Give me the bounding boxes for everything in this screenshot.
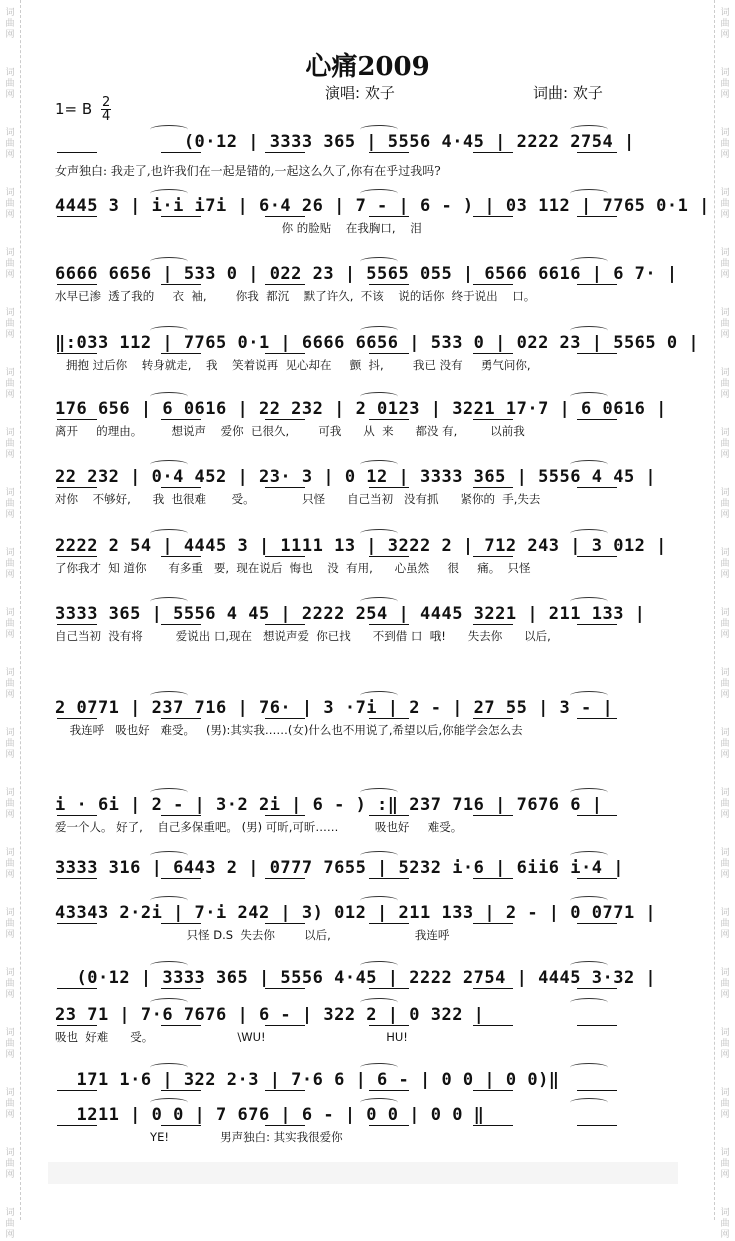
watermark-text: 词 曲 网	[720, 908, 730, 940]
notation-line: i · 6i | 2 - | 3·2 2i | 6 - ) :‖ 237 716 | 7676 6 |	[55, 795, 603, 815]
slur-arc	[360, 326, 398, 335]
beam-line	[265, 815, 305, 816]
slur-arc	[570, 326, 608, 335]
beam-line	[473, 815, 513, 816]
beam-line	[369, 487, 409, 488]
slur-arc	[570, 460, 608, 469]
lyric-line: 了你我才 知 道你 有多重 要, 现在说后 悔也 没 有用, 心虽然 很 痛。 只怪	[55, 561, 531, 575]
beam-line	[577, 152, 617, 153]
lyric-line	[55, 156, 675, 172]
watermark-text: 词 曲 网	[720, 668, 730, 700]
beam-line	[577, 284, 617, 285]
notation-line: 3333 316 | 6443 2 | 0777 7655 | 5232 i·6 | 6ii6 i·4 |	[55, 858, 624, 878]
beam-line	[577, 624, 617, 625]
watermark-text: 词 曲 网	[720, 488, 730, 520]
lyric-line: 自己当初 没有将 爱说出 口,现在 想说声爱 你已找 不到借 口 哦! 失去你 以后,	[55, 629, 551, 643]
watermark-text: 词 曲 网	[720, 248, 730, 280]
slur-arc	[360, 691, 398, 700]
beam-line	[473, 419, 513, 420]
watermark-text: 词 曲 网	[720, 8, 730, 40]
notation-line: 22 232 | 0·4 452 | 23· 3 | 0 12 | 3333 365 | 5556 4 45 |	[55, 467, 657, 487]
beam-line	[57, 878, 97, 879]
score-row	[55, 604, 675, 643]
notation-line: (0·12 | 3333 365 | 5556 4·45 | 2222 2754 |	[55, 132, 635, 152]
slur-arc	[360, 460, 398, 469]
beam-line	[161, 988, 201, 989]
slur-arc	[570, 961, 608, 970]
beam-line	[57, 284, 97, 285]
beam-line	[369, 815, 409, 816]
beam-line	[57, 624, 97, 625]
beam-line	[369, 1125, 409, 1126]
beam-line	[161, 487, 201, 488]
beam-line	[369, 878, 409, 879]
beam-line	[161, 815, 201, 816]
beam-line	[265, 988, 305, 989]
lyric-line: 爱一个人。 好了, 自己多保重吧。 (男) 可昕,可昕…… 吸也好 难受。	[55, 820, 463, 834]
lyric-line: 水早已渗 透了我的 衣 袖, 你我 都沉 默了许久, 不该 说的话你 终于说出 口。	[55, 289, 536, 303]
slur-arc	[150, 691, 188, 700]
notation-line: 23 71 | 7·6 7676 | 6 - | 322 2 | 0 322 |	[55, 1005, 485, 1025]
lyric-line: 离开 的理由。 想说声 爱你 已很久, 可我 从 来 都没 有, 以前我	[55, 424, 525, 438]
beam-line	[473, 988, 513, 989]
slur-arc	[360, 125, 398, 134]
time-signature	[101, 96, 111, 123]
beam-line	[369, 1090, 409, 1091]
watermark-text: 词 曲 网	[720, 128, 730, 160]
slur-arc	[570, 597, 608, 606]
beam-line	[369, 718, 409, 719]
notation-line: (0·12 | 3333 365 | 5556 4·45 | 2222 2754 | 4445 3·32 |	[55, 968, 657, 988]
watermark-text: 词 曲 网	[720, 188, 730, 220]
slur-arc	[150, 529, 188, 538]
slur-arc	[150, 326, 188, 335]
beam-line	[369, 624, 409, 625]
beam-line	[577, 718, 617, 719]
beam-line	[577, 815, 617, 816]
beam-line	[473, 284, 513, 285]
composer-credit: 词曲: 欢子	[533, 84, 603, 102]
watermark-text: 词 曲 网	[5, 728, 15, 760]
time-signature-denominator: 4	[102, 109, 111, 124]
watermark-text: 词 曲 网	[5, 1088, 15, 1120]
beam-line	[577, 1025, 617, 1026]
notation-line: 171 1·6 | 322 2·3 | 7·6 6 | 6 - | 0 0 | 0 0)‖	[55, 1070, 560, 1090]
slur-arc	[570, 257, 608, 266]
watermark-text: 词 曲 网	[5, 668, 15, 700]
watermark-text: 词 曲 网	[5, 848, 15, 880]
score-row	[55, 903, 675, 942]
slur-arc	[570, 529, 608, 538]
watermark-text: 词 曲 网	[720, 848, 730, 880]
beam-line	[57, 988, 97, 989]
beam-line	[473, 1025, 513, 1026]
slur-arc	[150, 1063, 188, 1072]
beam-line	[57, 923, 97, 924]
notation-line: 2222 2 54 | 4445 3 | 1111 13 | 3222 2 | 712 243 | 3 012 |	[55, 536, 667, 556]
beam-line	[473, 487, 513, 488]
score-row	[55, 1005, 675, 1044]
slur-arc	[360, 189, 398, 198]
slur-arc	[360, 998, 398, 1007]
slur-arc	[570, 896, 608, 905]
notation-line: 6666 6656 | 533 0 | 022 23 | 5565 055 | 6566 6616 | 6 7· |	[55, 264, 678, 284]
slur-arc	[150, 125, 188, 134]
watermark-text: 词 曲 网	[720, 1208, 730, 1240]
lyric-line: 你 的脸贴 在我胸口, 泪	[55, 221, 422, 235]
watermark-text: 词 曲 网	[720, 428, 730, 460]
lyric-line: 拥抱 过后你 转身就走, 我 笑着说再 见心却在 颤 抖, 我已 没有 勇气问你,	[55, 358, 531, 372]
beam-line	[265, 1025, 305, 1026]
watermark-text: 词 曲 网	[5, 608, 15, 640]
lyric-line: 吸也 好难 受。 \WU! HU!	[55, 1030, 408, 1044]
lyric-line: 只怪 D.S 失去你 以后, 我连呼	[55, 928, 450, 942]
notation-line: 1211 | 0 0 | 7 676 | 6 - | 0 0 | 0 0 ‖	[55, 1105, 485, 1125]
beam-line	[473, 624, 513, 625]
beam-line	[577, 419, 617, 420]
beam-line	[161, 1025, 201, 1026]
beam-line	[57, 353, 97, 354]
slur-arc	[360, 1098, 398, 1107]
slur-arc	[150, 851, 188, 860]
beam-line	[265, 1125, 305, 1126]
watermark-text: 词 曲 网	[5, 128, 15, 160]
beam-line	[265, 487, 305, 488]
watermark-text: 词 曲 网	[720, 68, 730, 100]
beam-line	[369, 216, 409, 217]
beam-line	[265, 1090, 305, 1091]
beam-line	[57, 815, 97, 816]
watermark-text: 词 曲 网	[5, 908, 15, 940]
beam-line	[161, 216, 201, 217]
lyric-line: YE! 男声独白: 其实我很爱你	[55, 1130, 343, 1144]
beam-line	[577, 353, 617, 354]
slur-arc	[360, 961, 398, 970]
beam-line	[577, 1125, 617, 1126]
beam-line	[369, 1025, 409, 1026]
score-row	[55, 698, 675, 737]
slur-arc	[570, 998, 608, 1007]
beam-line	[369, 353, 409, 354]
watermark-text: 词 曲 网	[720, 1148, 730, 1180]
beam-line	[369, 284, 409, 285]
beam-line	[265, 419, 305, 420]
slur-arc	[570, 189, 608, 198]
notation-line: 2 0771 | 237 716 | 76· | 3 ·7i | 2 - | 27 55 | 3 - |	[55, 698, 614, 718]
left-watermark-strip	[0, 0, 21, 1240]
watermark-text: 词 曲 网	[720, 788, 730, 820]
slur-arc	[570, 788, 608, 797]
song-title: 心痛2009	[305, 52, 430, 82]
watermark-text: 词 曲 网	[5, 248, 15, 280]
beam-line	[473, 556, 513, 557]
watermark-text: 词 曲 网	[720, 1088, 730, 1120]
beam-line	[57, 1025, 97, 1026]
beam-line	[265, 216, 305, 217]
slur-arc	[150, 961, 188, 970]
score-row	[55, 399, 675, 438]
beam-line	[161, 878, 201, 879]
watermark-text: 词 曲 网	[5, 188, 15, 220]
watermark-text: 词 曲 网	[5, 548, 15, 580]
footer-blank-area	[48, 1162, 678, 1184]
beam-line	[161, 419, 201, 420]
watermark-text: 词 曲 网	[5, 968, 15, 1000]
watermark-text: 词 曲 网	[720, 308, 730, 340]
key-signature: 1= B	[55, 100, 93, 118]
beam-line	[161, 152, 201, 153]
beam-line	[369, 923, 409, 924]
beam-line	[577, 923, 617, 924]
slur-arc	[150, 257, 188, 266]
beam-line	[265, 718, 305, 719]
beam-line	[473, 923, 513, 924]
score-row	[55, 795, 675, 834]
right-watermark-strip	[714, 0, 735, 1240]
beam-line	[473, 353, 513, 354]
beam-line	[369, 152, 409, 153]
beam-line	[577, 216, 617, 217]
slur-arc	[360, 529, 398, 538]
beam-line	[57, 152, 97, 153]
watermark-text: 词 曲 网	[5, 1148, 15, 1180]
beam-line	[265, 624, 305, 625]
slur-arc	[150, 998, 188, 1007]
beam-line	[577, 556, 617, 557]
beam-line	[369, 988, 409, 989]
score-row	[55, 1070, 675, 1100]
watermark-text: 词 曲 网	[5, 428, 15, 460]
notation-line: 176 656 | 6 0616 | 22 232 | 2 0123 | 3221 17·7 | 6 0616 |	[55, 399, 667, 419]
watermark-text: 词 曲 网	[720, 608, 730, 640]
score-row	[55, 264, 678, 303]
slur-arc	[570, 125, 608, 134]
notation-line: ‖:033 112 | 7765 0·1 | 6666 6656 | 533 0 | 022 23 | 5565 0 |	[55, 333, 700, 353]
beam-line	[161, 284, 201, 285]
slur-arc	[150, 460, 188, 469]
beam-line	[265, 284, 305, 285]
beam-line	[473, 1125, 513, 1126]
slur-arc	[360, 851, 398, 860]
score-row	[55, 858, 675, 888]
slur-arc	[150, 189, 188, 198]
slur-arc	[360, 257, 398, 266]
watermark-text: 词 曲 网	[5, 8, 15, 40]
notation-line: 4445 3 | i·i i7i | 6·4 26 | 7 - | 6 - ) | 03 112 | 7765 0·1 |	[55, 196, 710, 216]
beam-line	[577, 1090, 617, 1091]
score-row	[55, 132, 675, 162]
beam-line	[161, 353, 201, 354]
beam-line	[265, 556, 305, 557]
notation-line: 43343 2·2i | 7·i 242 | 3) 012 | 211 133 | 2 - | 0 0771 |	[55, 903, 657, 923]
beam-line	[57, 718, 97, 719]
score-row	[55, 968, 675, 998]
watermark-text: 词 曲 网	[5, 1028, 15, 1060]
watermark-text: 词 曲 网	[720, 968, 730, 1000]
score-row	[55, 333, 700, 372]
slur-arc	[570, 1098, 608, 1107]
watermark-text: 词 曲 网	[720, 728, 730, 760]
intro-monologue: 女声独白: 我走了,也许我们在一起是错的,一起这么久了,你有在乎过我吗?	[55, 164, 441, 178]
beam-line	[57, 1125, 97, 1126]
beam-line	[369, 556, 409, 557]
beam-line	[265, 353, 305, 354]
score-row	[55, 536, 675, 575]
beam-line	[161, 1090, 201, 1091]
beam-line	[577, 487, 617, 488]
watermark-text: 词 曲 网	[5, 308, 15, 340]
beam-line	[161, 718, 201, 719]
score-row	[55, 467, 675, 506]
beam-line	[473, 718, 513, 719]
beam-line	[57, 487, 97, 488]
score-row	[55, 1105, 675, 1144]
singer-credit: 演唱: 欢子	[325, 84, 395, 102]
beam-line	[161, 624, 201, 625]
slur-arc	[150, 392, 188, 401]
beam-line	[57, 556, 97, 557]
watermark-text: 词 曲 网	[5, 68, 15, 100]
beam-line	[265, 923, 305, 924]
beam-line	[265, 878, 305, 879]
watermark-text: 词 曲 网	[720, 1028, 730, 1060]
watermark-text: 词 曲 网	[720, 548, 730, 580]
score-row	[55, 196, 710, 235]
beam-line	[577, 878, 617, 879]
watermark-text: 词 曲 网	[5, 788, 15, 820]
beam-line	[577, 988, 617, 989]
slur-arc	[570, 392, 608, 401]
lyric-line: 对你 不够好, 我 也很难 受。 只怪 自己当初 没有抓 紧你的 手,失去	[55, 492, 541, 506]
beam-line	[473, 152, 513, 153]
watermark-text: 词 曲 网	[720, 368, 730, 400]
slur-arc	[570, 1063, 608, 1072]
beam-line	[473, 1090, 513, 1091]
beam-line	[473, 878, 513, 879]
slur-arc	[570, 691, 608, 700]
beam-line	[57, 1090, 97, 1091]
slur-arc	[360, 597, 398, 606]
slur-arc	[150, 896, 188, 905]
time-signature-numerator: 2	[102, 95, 111, 110]
watermark-text: 词 曲 网	[5, 368, 15, 400]
beam-line	[57, 419, 97, 420]
watermark-text: 词 曲 网	[5, 488, 15, 520]
slur-arc	[150, 597, 188, 606]
lyric-line: 我连呼 吸也好 难受。 (男):其实我……(女)什么也不用说了,希望以后,你能学会怎么去	[55, 723, 523, 737]
slur-arc	[360, 896, 398, 905]
watermark-text: 词 曲 网	[5, 1208, 15, 1240]
beam-line	[161, 556, 201, 557]
slur-arc	[360, 1063, 398, 1072]
slur-arc	[360, 788, 398, 797]
slur-arc	[360, 392, 398, 401]
beam-line	[57, 216, 97, 217]
notation-line: 3333 365 | 5556 4 45 | 2222 254 | 4445 3221 | 211 133 |	[55, 604, 646, 624]
beam-line	[161, 923, 201, 924]
beam-line	[161, 1125, 201, 1126]
beam-line	[473, 216, 513, 217]
beam-line	[369, 419, 409, 420]
slur-arc	[150, 1098, 188, 1107]
slur-arc	[570, 851, 608, 860]
beam-line	[265, 152, 305, 153]
slur-arc	[150, 788, 188, 797]
